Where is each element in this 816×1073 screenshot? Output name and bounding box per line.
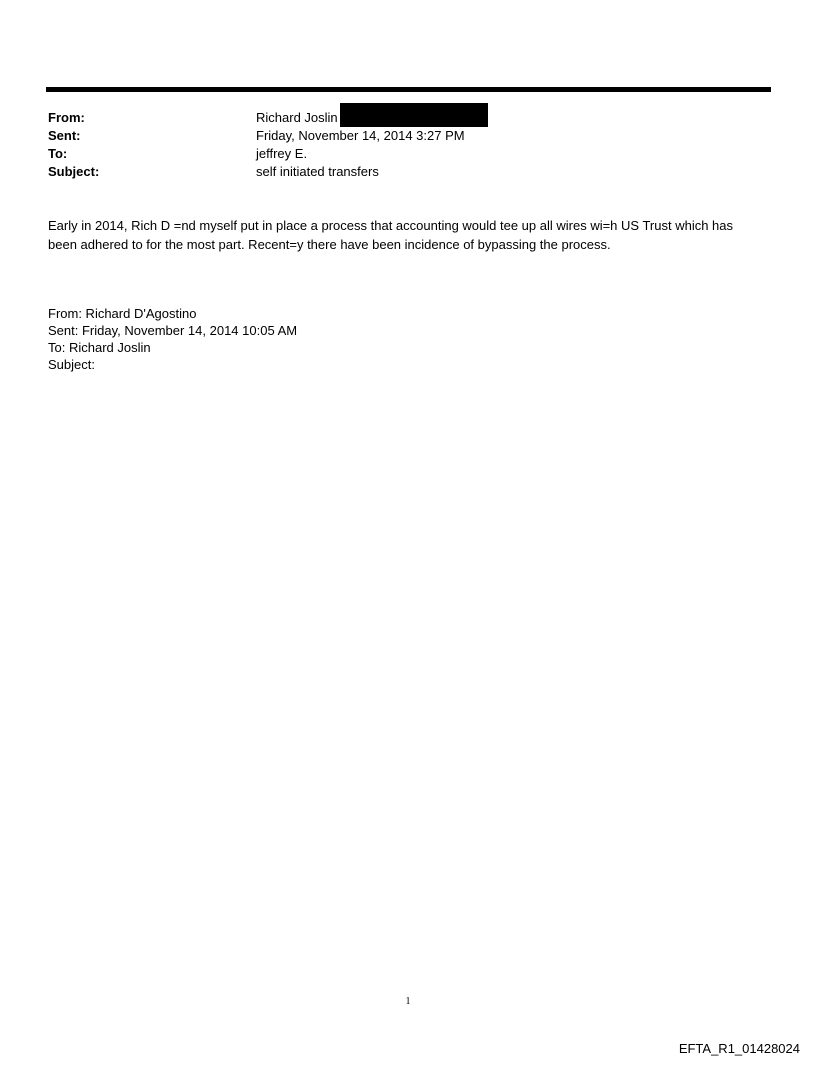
quoted-to: To: Richard Joslin xyxy=(48,340,151,355)
quoted-sent: Sent: Friday, November 14, 2014 10:05 AM xyxy=(48,323,298,338)
quoted-from: From: Richard D'Agostino xyxy=(48,306,197,321)
subject-label: Subject: xyxy=(48,164,100,179)
to-label: To: xyxy=(48,146,68,161)
page-number: 1 xyxy=(405,996,411,1007)
sent-label: Sent: xyxy=(48,128,81,143)
to-value: jeffrey E. xyxy=(256,146,308,161)
quoted-message-header xyxy=(48,305,768,373)
body-line: Early in 2014, Rich D =nd myself put in place a process that accounting would tee up all wires wi=h US Trust which has xyxy=(48,218,734,233)
from-label: From: xyxy=(48,110,85,125)
redaction-box xyxy=(340,103,488,127)
email-body xyxy=(48,216,768,254)
body-line: been adhered to for the most part. Recent=y there have been incidence of bypassing the process. xyxy=(48,237,611,252)
quoted-subject: Subject: xyxy=(48,357,95,372)
sent-value: Friday, November 14, 2014 3:27 PM xyxy=(256,128,465,143)
to-row xyxy=(48,145,768,163)
from-value: Richard Joslin xyxy=(256,110,338,125)
subject-value: self initiated transfers xyxy=(256,164,379,179)
document-id: EFTA_R1_01428024 xyxy=(678,1041,800,1056)
header-divider xyxy=(46,87,771,92)
subject-row xyxy=(48,163,768,181)
sent-row xyxy=(48,127,768,145)
